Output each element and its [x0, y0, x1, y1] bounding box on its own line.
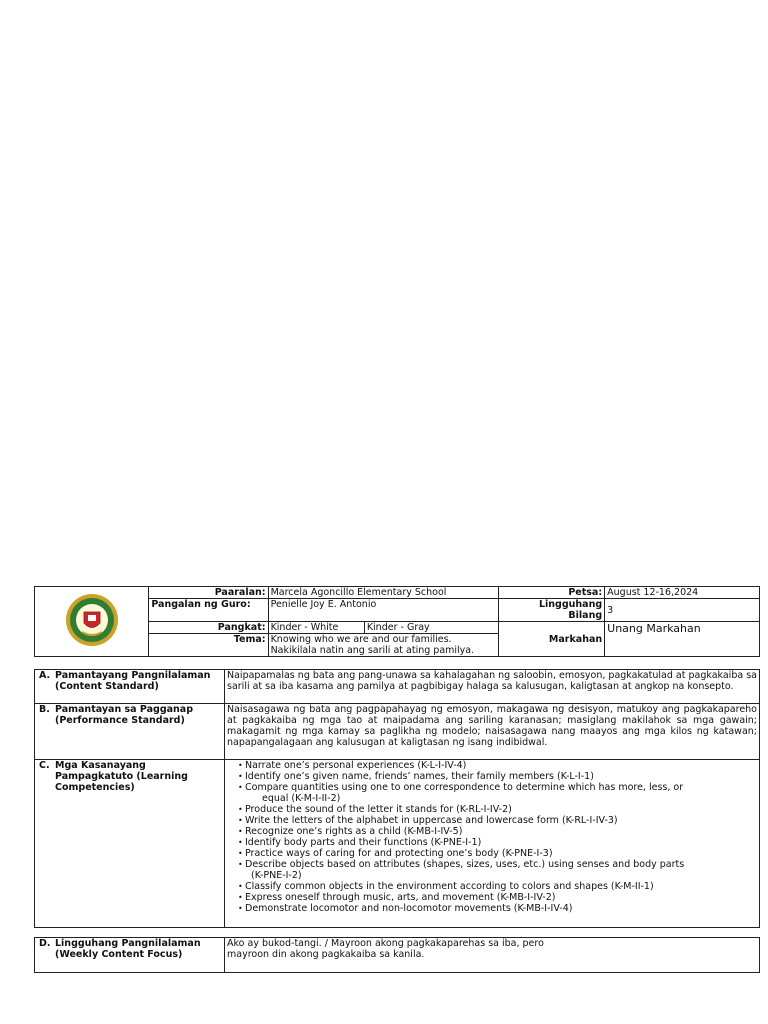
list-item: • Recognize one’s rights as a child (K-MB-I-IV-5) — [245, 826, 757, 837]
linggo-label — [498, 599, 605, 622]
pangkat-label: Pangkat: — [149, 622, 268, 634]
linggo-label-line2: Bilang — [568, 610, 603, 621]
section-d-letter: D. — [39, 938, 51, 949]
weekly-content-text: Ako ay bukod-tangi. / Mayroon akong pagkakaparehas sa iba, pero mayroon din akong pagkakaiba sa kanila. — [225, 938, 760, 973]
linggo-label-line1: Lingguhang — [538, 599, 603, 610]
section-d-title-line2: (Weekly Content Focus) — [55, 949, 183, 960]
list-item-text: Compare quantities using one to one correspondence to determine which has more, less, or — [245, 782, 684, 793]
list-item: • Produce the sound of the letter it stands for (K-RL-I-IV-2) — [245, 804, 757, 815]
header-table — [34, 586, 760, 657]
tema-value — [268, 634, 498, 657]
section-a-letter: A. — [39, 670, 51, 681]
list-item-text: Describe objects based on attributes (shapes, sizes, uses, etc.) using senses and body parts — [245, 859, 685, 870]
section-b-title-line1: Pamantayan sa Pagganap — [55, 704, 194, 715]
section-c-letter: C. — [39, 760, 50, 771]
markahan-value: Unang Markahan — [605, 622, 760, 657]
linggo-value: 3 — [605, 599, 760, 622]
section-c-title-line3: Competencies) — [55, 782, 135, 793]
section-d-title-line1: Lingguhang Pangnilalaman — [55, 938, 201, 949]
section-b-title — [35, 704, 225, 760]
list-item: • Express oneself through music, arts, and movement (K-MB-I-IV-2) — [245, 892, 757, 903]
list-item: • Demonstrate locomotor and non-locomotor movements (K-MB-I-IV-4) — [245, 903, 757, 914]
weekly-focus-table — [34, 937, 760, 973]
school-logo-cell — [35, 587, 149, 657]
pangkat-value-1: Kinder - White — [268, 622, 364, 634]
list-item: • Identify body parts and their functions (K-PNE-I-1) — [245, 837, 757, 848]
petsa-label: Petsa: — [498, 587, 605, 599]
list-item — [245, 782, 757, 804]
list-item-continuation: (K-PNE-I-2) — [251, 870, 302, 881]
list-item: • Identify one’s given name, friends’ names, their family members (K-L-I-1) — [245, 771, 757, 782]
list-item: • Write the letters of the alphabet in uppercase and lowercase form (K-RL-I-IV-3) — [245, 815, 757, 826]
tema-line1: Knowing who we are and our families. — [270, 634, 452, 645]
list-item: • Narrate one’s personal experiences (K-L-I-IV-4) — [245, 760, 757, 771]
content-standard-text: Naipapamalas ng bata ang pang-unawa sa kahalagahan ng saloobin, emosyon, pagkakatulad at pagkakaiba sa sarili at sa iba kasama ang pamilya at pagbibigay halaga sa kalusugan, kaligtasan at angkop na konsepto. — [225, 670, 760, 704]
learning-competencies-cell — [225, 760, 760, 928]
list-item: • Practice ways of caring for and protecting one’s body (K-PNE-I-3) — [245, 848, 757, 859]
markahan-label: Markahan — [498, 622, 605, 657]
section-a-title-line2: (Content Standard) — [55, 681, 159, 692]
guro-value: Penielle Joy E. Antonio — [268, 599, 498, 622]
school-seal-logo — [64, 592, 120, 648]
tema-line2: Nakikilala natin ang sarili at ating pamilya. — [270, 645, 475, 656]
list-item: • Classify common objects in the environment according to colors and shapes (K-M-II-1) — [245, 881, 757, 892]
tema-label: Tema: — [149, 634, 268, 657]
section-c-title — [35, 760, 225, 928]
standards-table — [34, 669, 760, 928]
section-d-title — [35, 938, 225, 973]
petsa-value: August 12-16,2024 — [605, 587, 760, 599]
guro-label: Pangalan ng Guro: — [149, 599, 268, 622]
paaralan-value: Marcela Agoncillo Elementary School — [268, 587, 498, 599]
section-a-title — [35, 670, 225, 704]
section-a-title-line1: Pamantayang Pangnilalaman — [55, 670, 211, 681]
section-b-letter: B. — [39, 704, 50, 715]
section-b-title-line2: (Performance Standard) — [55, 715, 185, 726]
pangkat-value-2: Kinder - Gray — [364, 622, 498, 634]
paaralan-label: Paaralan: — [149, 587, 268, 599]
section-c-title-line2: Pampagkatuto (Learning — [55, 771, 188, 782]
performance-standard-text: Naisasagawa ng bata ang pagpapahayag ng emosyon, makagawa ng desisyon, matukoy ang pagkakapareho at pagkakaiba ng mga tao at maipadama ang sariling karanasan; masiglang makilahok sa mga gawain; makagamit ng mga kamay sa paglikha ng modelo; naisasagawa nang maayos ang mga kilos ng katawan; napapangalagaan ang kalusugan at kaligtasan ng isang indibidwal. — [225, 704, 760, 760]
section-c-title-line1: Mga Kasanayang — [55, 760, 146, 771]
list-item-continuation: equal (K-M-I-II-2) — [262, 793, 341, 804]
competency-list — [227, 760, 757, 914]
list-item — [245, 859, 757, 881]
